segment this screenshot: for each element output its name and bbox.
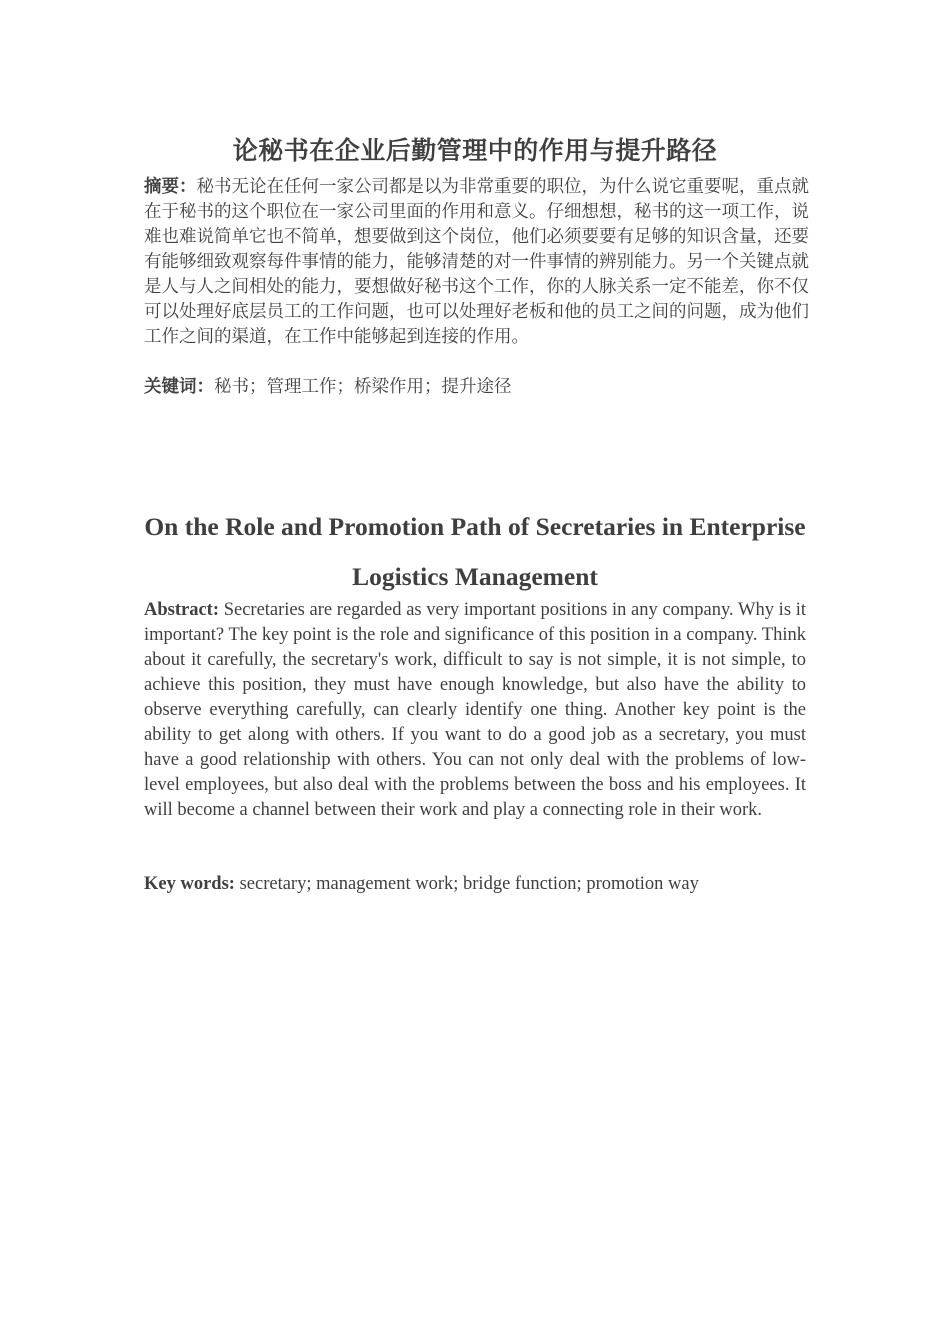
english-abstract-label: Abstract:	[144, 600, 220, 620]
english-keywords	[144, 872, 806, 897]
chinese-abstract-text: 秘书无论在任何一家公司都是以为非常重要的职位，为什么说它重要呢，重点就在于秘书的这个职位在一家公司里面的作用和意义。仔细想想，秘书的这一项工作，说难也难说简单它也不简单，想要做到这个岗位，他们必须要要有足够的知识含量，还要有能够细致观察每件事情的能力，能够清楚的对一件事情的辨别能力。另一个关键点就是人与人之间相处的能力，要想做好秘书这个工作，你的人脉关系一定不能差，你不仅可以处理好底层员工的工作问题，也可以处理好老板和他的员工之间的问题，成为他们工作之间的渠道，在工作中能够起到连接的作用。	[144, 177, 809, 347]
english-keywords-text: secretary; management work; bridge function; promotion way	[234, 874, 699, 894]
chinese-abstract-label: 摘要：	[144, 177, 197, 197]
chinese-keywords	[144, 375, 806, 400]
chinese-keywords-label: 关键词：	[144, 377, 214, 397]
english-title: On the Role and Promotion Path of Secretaries in Enterprise Logistics Management	[144, 512, 806, 591]
chinese-keywords-text: 秘书；管理工作；桥梁作用；提升途径	[214, 377, 512, 397]
english-abstract	[144, 598, 806, 823]
english-abstract-text: Secretaries are regarded as very important positions in any company. Why is it important? The key point is the role and significance of this position in a company. Think about it carefully, the secretary's work, difficult to say is not simple, it is not simple, to achieve this position, they must have enough knowledge, but also have the ability to observe everything carefully, can clearly identify one thing. Another key point is the ability to get along with others. If you want to do a good job as a secretary, you must have a good relationship with others. You can not only deal with the problems of low-level employees, but also deal with the problems between the boss and his employees. It will become a channel between their work and play a connecting role in their work.	[144, 600, 806, 820]
english-keywords-label: Key words:	[144, 874, 235, 894]
chinese-abstract	[144, 175, 816, 350]
chinese-title: 论秘书在企业后勤管理中的作用与提升路径	[232, 136, 718, 165]
